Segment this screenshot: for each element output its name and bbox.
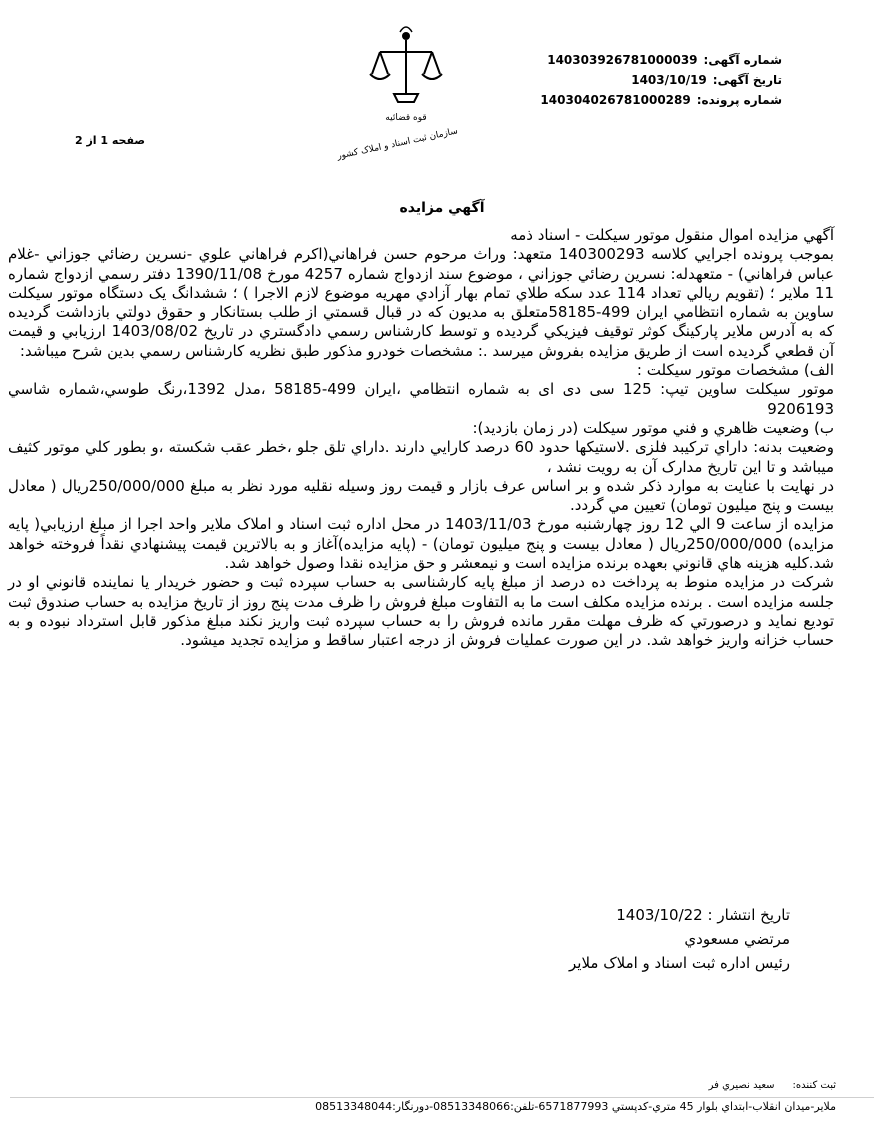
body-line-9: شرکت در مزايده منوط به پرداخت ده درصد از مبلغ پايه کارشناسی به حساب سپرده ثبت و حضور خريدار يا نماينده قانوني او در جلسه مزايده است . برنده مزايده مکلف است ما به التفاوت مبلغ فروش را ظرف مدت پنج روز از تاريخ مزايده به حساب صندوق ثبت توديع نمايد و درصورتي که ظرف مهلت مقرر مانده فروش را به حساب سپرده ثبت واريز نکند مبلغ مذکور قابل استرداد نبوده و به حساب خزانه واريز خواهد شد. در اين صورت عمليات فروش از درجه اعتبار ساقط و مزايده تجديد ميشود. bbox=[8, 573, 834, 650]
registrar-row bbox=[436, 1080, 836, 1091]
body-line-6: وضعيت بدنه: داراي ترکيبد فلزی .لاستيکها حدود 60 درصد کارايي دارند .داراي تلق جلو ،خطر عقب شکسته ،و بطور کلي موتور کثيف ميباشد و تا اين تاريخ مدارک آن به رويت نشد ، bbox=[8, 438, 835, 476]
ad-date-label: تاریخ آگهی: bbox=[712, 73, 782, 87]
body-line-4: موتور سيکلت ساوين تيپ: 125 سی دی ای به شماره انتظامي ،ايران 499-58185 ،مدل 1392،رنگ طوسي،شماره شاسي 9206193 bbox=[8, 380, 834, 418]
body-line-1: آگهي مزايده اموال منقول موتور سيکلت - اسناد ذمه bbox=[510, 226, 834, 244]
signatory-position: رئيس اداره ثبت اسناد و املاک ملاير bbox=[569, 954, 790, 972]
logo-top-text: قوه قضائیه bbox=[385, 113, 427, 123]
announcement-body bbox=[8, 226, 834, 651]
signatory-name: مرتضي مسعودي bbox=[684, 930, 790, 948]
publish-date: 1403/10/22 bbox=[616, 906, 703, 924]
publish-date-label: تاريخ انتشار : bbox=[707, 906, 790, 924]
judiciary-scales-emblem-icon bbox=[336, 22, 506, 162]
footer-divider bbox=[10, 1097, 874, 1098]
body-line-3: الف) مشخصات موتور سيکلت : bbox=[636, 361, 834, 380]
publish-date-row bbox=[430, 903, 790, 927]
case-number: 140304026781000289 bbox=[540, 93, 691, 107]
ad-date: 1403/10/19 bbox=[631, 73, 707, 87]
organization-logo bbox=[336, 22, 506, 162]
ad-meta-block bbox=[482, 50, 782, 110]
ad-date-row bbox=[482, 70, 782, 90]
body-line-7: در نهايت با عنايت به موارد ذکر شده و بر اساس عرف بازار و قيمت روز وسيله نقليه مورد نظر به مبلغ 250/000/000ريال ( معادل بيست و پنج ميليون تومان) تعيين مي گردد. bbox=[8, 476, 834, 515]
case-number-label: شماره پرونده: bbox=[696, 93, 782, 107]
registrar-label: ثبت کننده: bbox=[792, 1080, 836, 1091]
ad-number-row bbox=[482, 50, 782, 70]
page-title: آگهي مزايده bbox=[399, 200, 485, 216]
logo-org-text: سازمان ثبت اسناد و املاک کشور bbox=[336, 126, 459, 162]
ad-number-label: شماره آگهی: bbox=[703, 53, 782, 67]
page-number: صفحه 1 از 2 bbox=[74, 134, 146, 147]
contact-info: ملاير-ميدان انقلاب-ابتداي بلوار 45 متري-کدپستي 6571877993-تلفن:08513348066-دورنگار:08513348044 bbox=[315, 1100, 836, 1113]
registrar-name: سعيد نصيري فر bbox=[708, 1080, 775, 1091]
signature-block bbox=[430, 903, 790, 975]
body-line-8: مزايده از ساعت 9 الي 12 روز چهارشنبه مورخ 1403/11/03 در محل اداره ثبت اسناد و املاک ملاير واحد اجرا از مبلغ ارزيابي( پايه مزايده) 250/000/000ريال ( معادل بيست و پنج ميليون تومان) - (پايه مزايده)آغاز و به بالاترين قيمت پيشنهادي نقداً فروخته خواهد شد.کليه هزينه هاي قانوني بعهده برنده مزايده است و نيمعشر و حق مزايده نقدا وصول خواهد شد. bbox=[8, 515, 835, 573]
case-number-row bbox=[482, 90, 782, 110]
body-line-2: بموجب پرونده اجرايي کلاسه 140300293 متعهد: وراث مرحوم حسن فراهاني(اکرم فراهاني علوي -نسرين رضائي جوزاني -غلام عباس فراهاني) - متعهدله: نسرين رضائي جوزاني ، موضوع سند ازدواج شماره 4257 مورخ 1390/11/08 دفتر رسمي ازدواج شماره 11 ملاير ؛ (تقويم ريالي تعداد 114 عدد سکه طلاي تمام بهار آزادي مهريه موضوع لازم الاجرا ) ؛ ششدانگ يک دستگاه موتور سيکلت ساوين به شماره انتظامي ايران 499-58185متعلق به مديون که در قبال قسمتي از طلب بستانکار و حقوق دولتي بازداشت گرديده که به آدرس ملاير پارکينگ کوثر توقيف فيزيکي گرديده و توسط کارشناس رسمي دادگستري در تاريخ 1403/08/02 ارزيابي و قيمت آن قطعي گرديده است از طريق مزايده بفروش ميرسد .: مشخصات خودرو مذکور طبق نظريه کارشناس رسمي بدين شرح ميباشد: bbox=[8, 245, 835, 360]
body-line-5: ب) وضعيت ظاهري و فني موتور سيکلت (در زمان بازديد): bbox=[472, 418, 834, 437]
ad-number: 140303926781000039 bbox=[547, 53, 698, 67]
